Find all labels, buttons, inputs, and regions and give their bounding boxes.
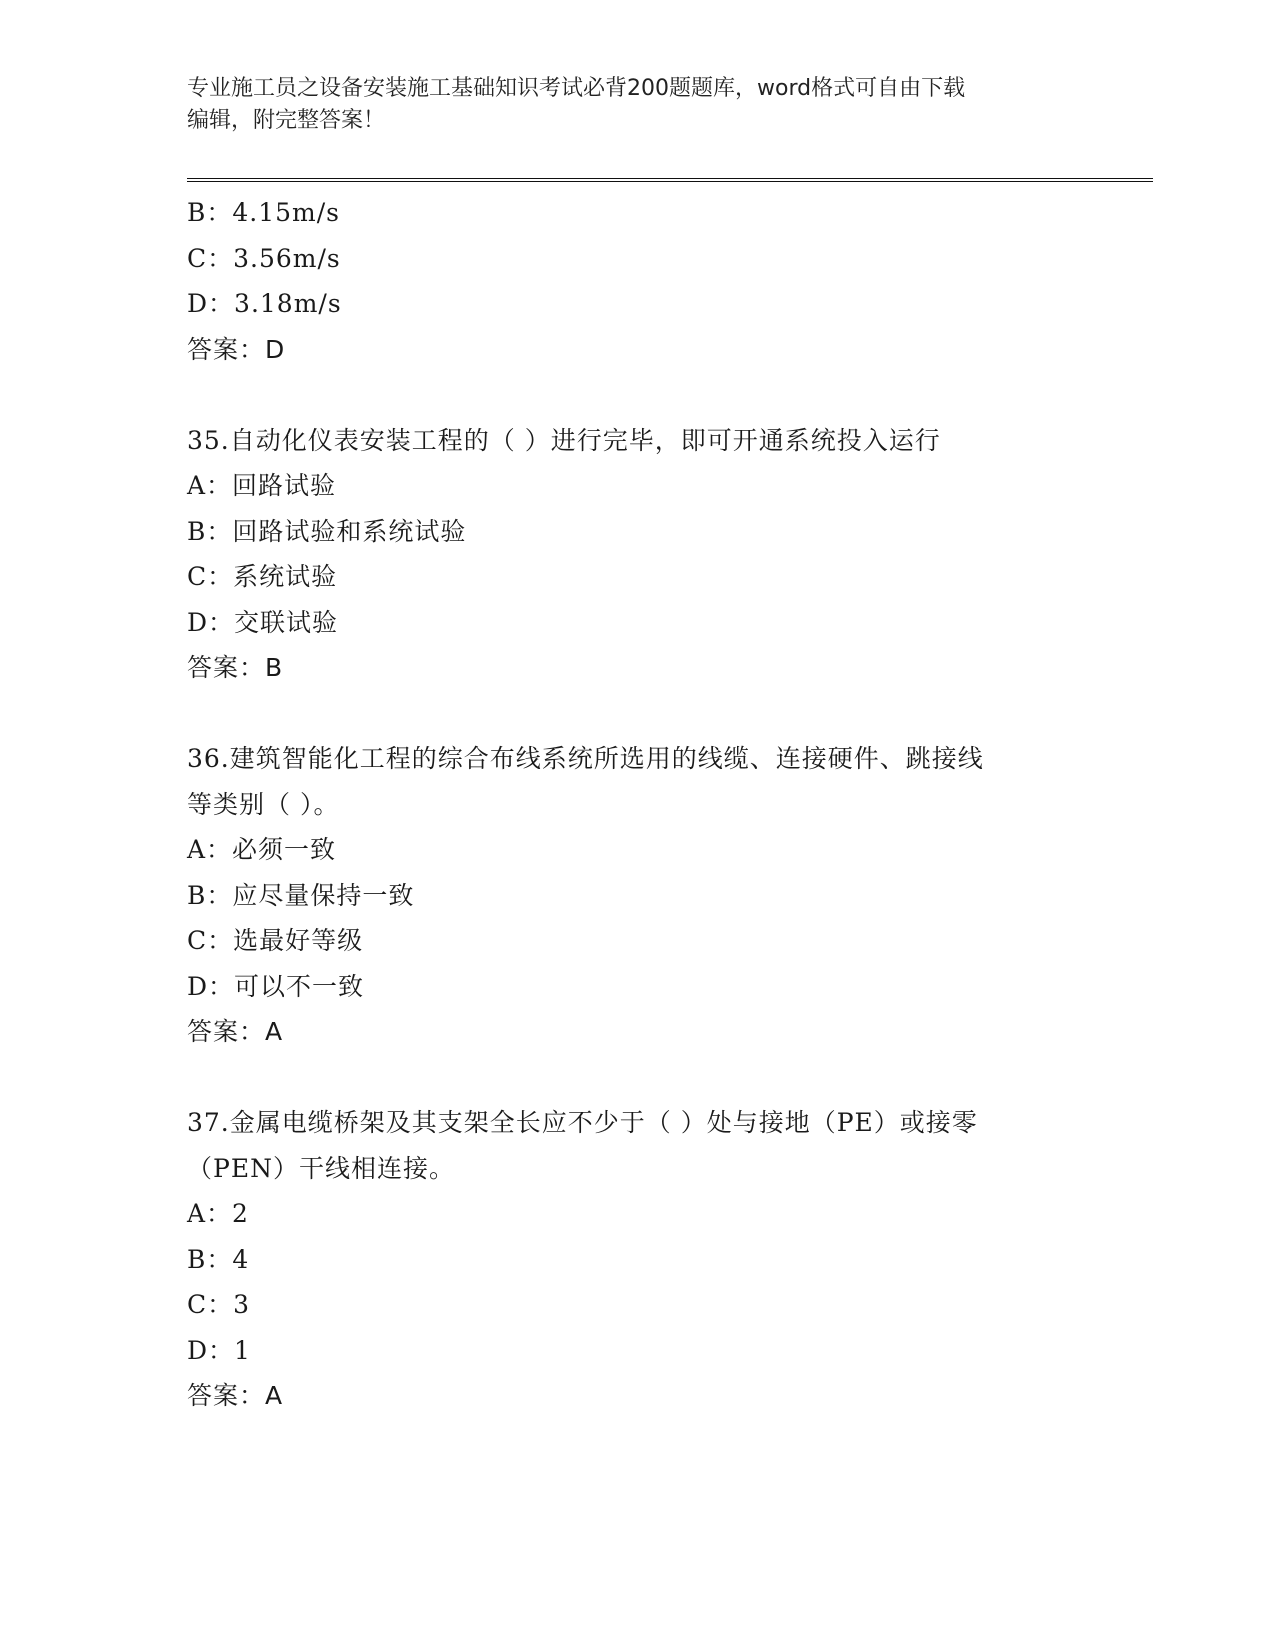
page-header bbox=[187, 73, 1077, 137]
option-b: B：4 bbox=[187, 1244, 250, 1274]
question-stem: 37.金属电缆桥架及其支架全长应不少于（ ）处与接地（PE）或接零 bbox=[187, 1108, 978, 1137]
question-block-36 bbox=[187, 736, 1087, 1055]
question-stem-continued: 等类别（ ）。 bbox=[187, 789, 340, 819]
question-stem: 35.自动化仪表安装工程的（ ）进行完毕，即可开通系统投入运行 bbox=[187, 425, 941, 455]
option-a: A：回路试验 bbox=[187, 471, 337, 500]
answer-line: 答案：D bbox=[187, 334, 286, 364]
header-divider bbox=[187, 178, 1153, 182]
document-body bbox=[187, 190, 1087, 1419]
answer-line: 答案：A bbox=[187, 1381, 284, 1410]
question-stem-continued: （PEN）干线相连接。 bbox=[187, 1153, 455, 1183]
header-line-2: 编辑，附完整答案！ bbox=[187, 108, 386, 133]
question-block-34 bbox=[187, 190, 1087, 372]
option-a: A：2 bbox=[187, 1199, 249, 1228]
option-c: C：选最好等级 bbox=[187, 926, 364, 955]
spacer bbox=[187, 691, 1087, 737]
option-c: C：3.56m/s bbox=[187, 243, 341, 273]
option-b: B：应尽量保持一致 bbox=[187, 880, 415, 910]
question-block-35 bbox=[187, 418, 1087, 691]
option-d: D：3.18m/s bbox=[187, 289, 342, 318]
header-line-1: 专业施工员之设备安装施工基础知识考试必背200题题库，word格式可自由下载 bbox=[187, 76, 966, 101]
option-b: B：回路试验和系统试验 bbox=[187, 516, 467, 546]
option-c: C：系统试验 bbox=[187, 562, 338, 591]
answer-line: 答案：B bbox=[187, 653, 284, 682]
question-stem: 36.建筑智能化工程的综合布线系统所选用的线缆、连接硬件、跳接线 bbox=[187, 744, 984, 773]
option-b: B：4.15m/s bbox=[187, 198, 340, 227]
question-block-37 bbox=[187, 1100, 1087, 1419]
spacer bbox=[187, 372, 1087, 418]
option-d: D：1 bbox=[187, 1335, 251, 1365]
spacer bbox=[187, 1055, 1087, 1101]
option-d: D：交联试验 bbox=[187, 607, 339, 637]
option-d: D：可以不一致 bbox=[187, 971, 365, 1001]
option-a: A：必须一致 bbox=[187, 835, 337, 864]
answer-line: 答案：A bbox=[187, 1017, 284, 1046]
option-c: C：3 bbox=[187, 1290, 251, 1319]
